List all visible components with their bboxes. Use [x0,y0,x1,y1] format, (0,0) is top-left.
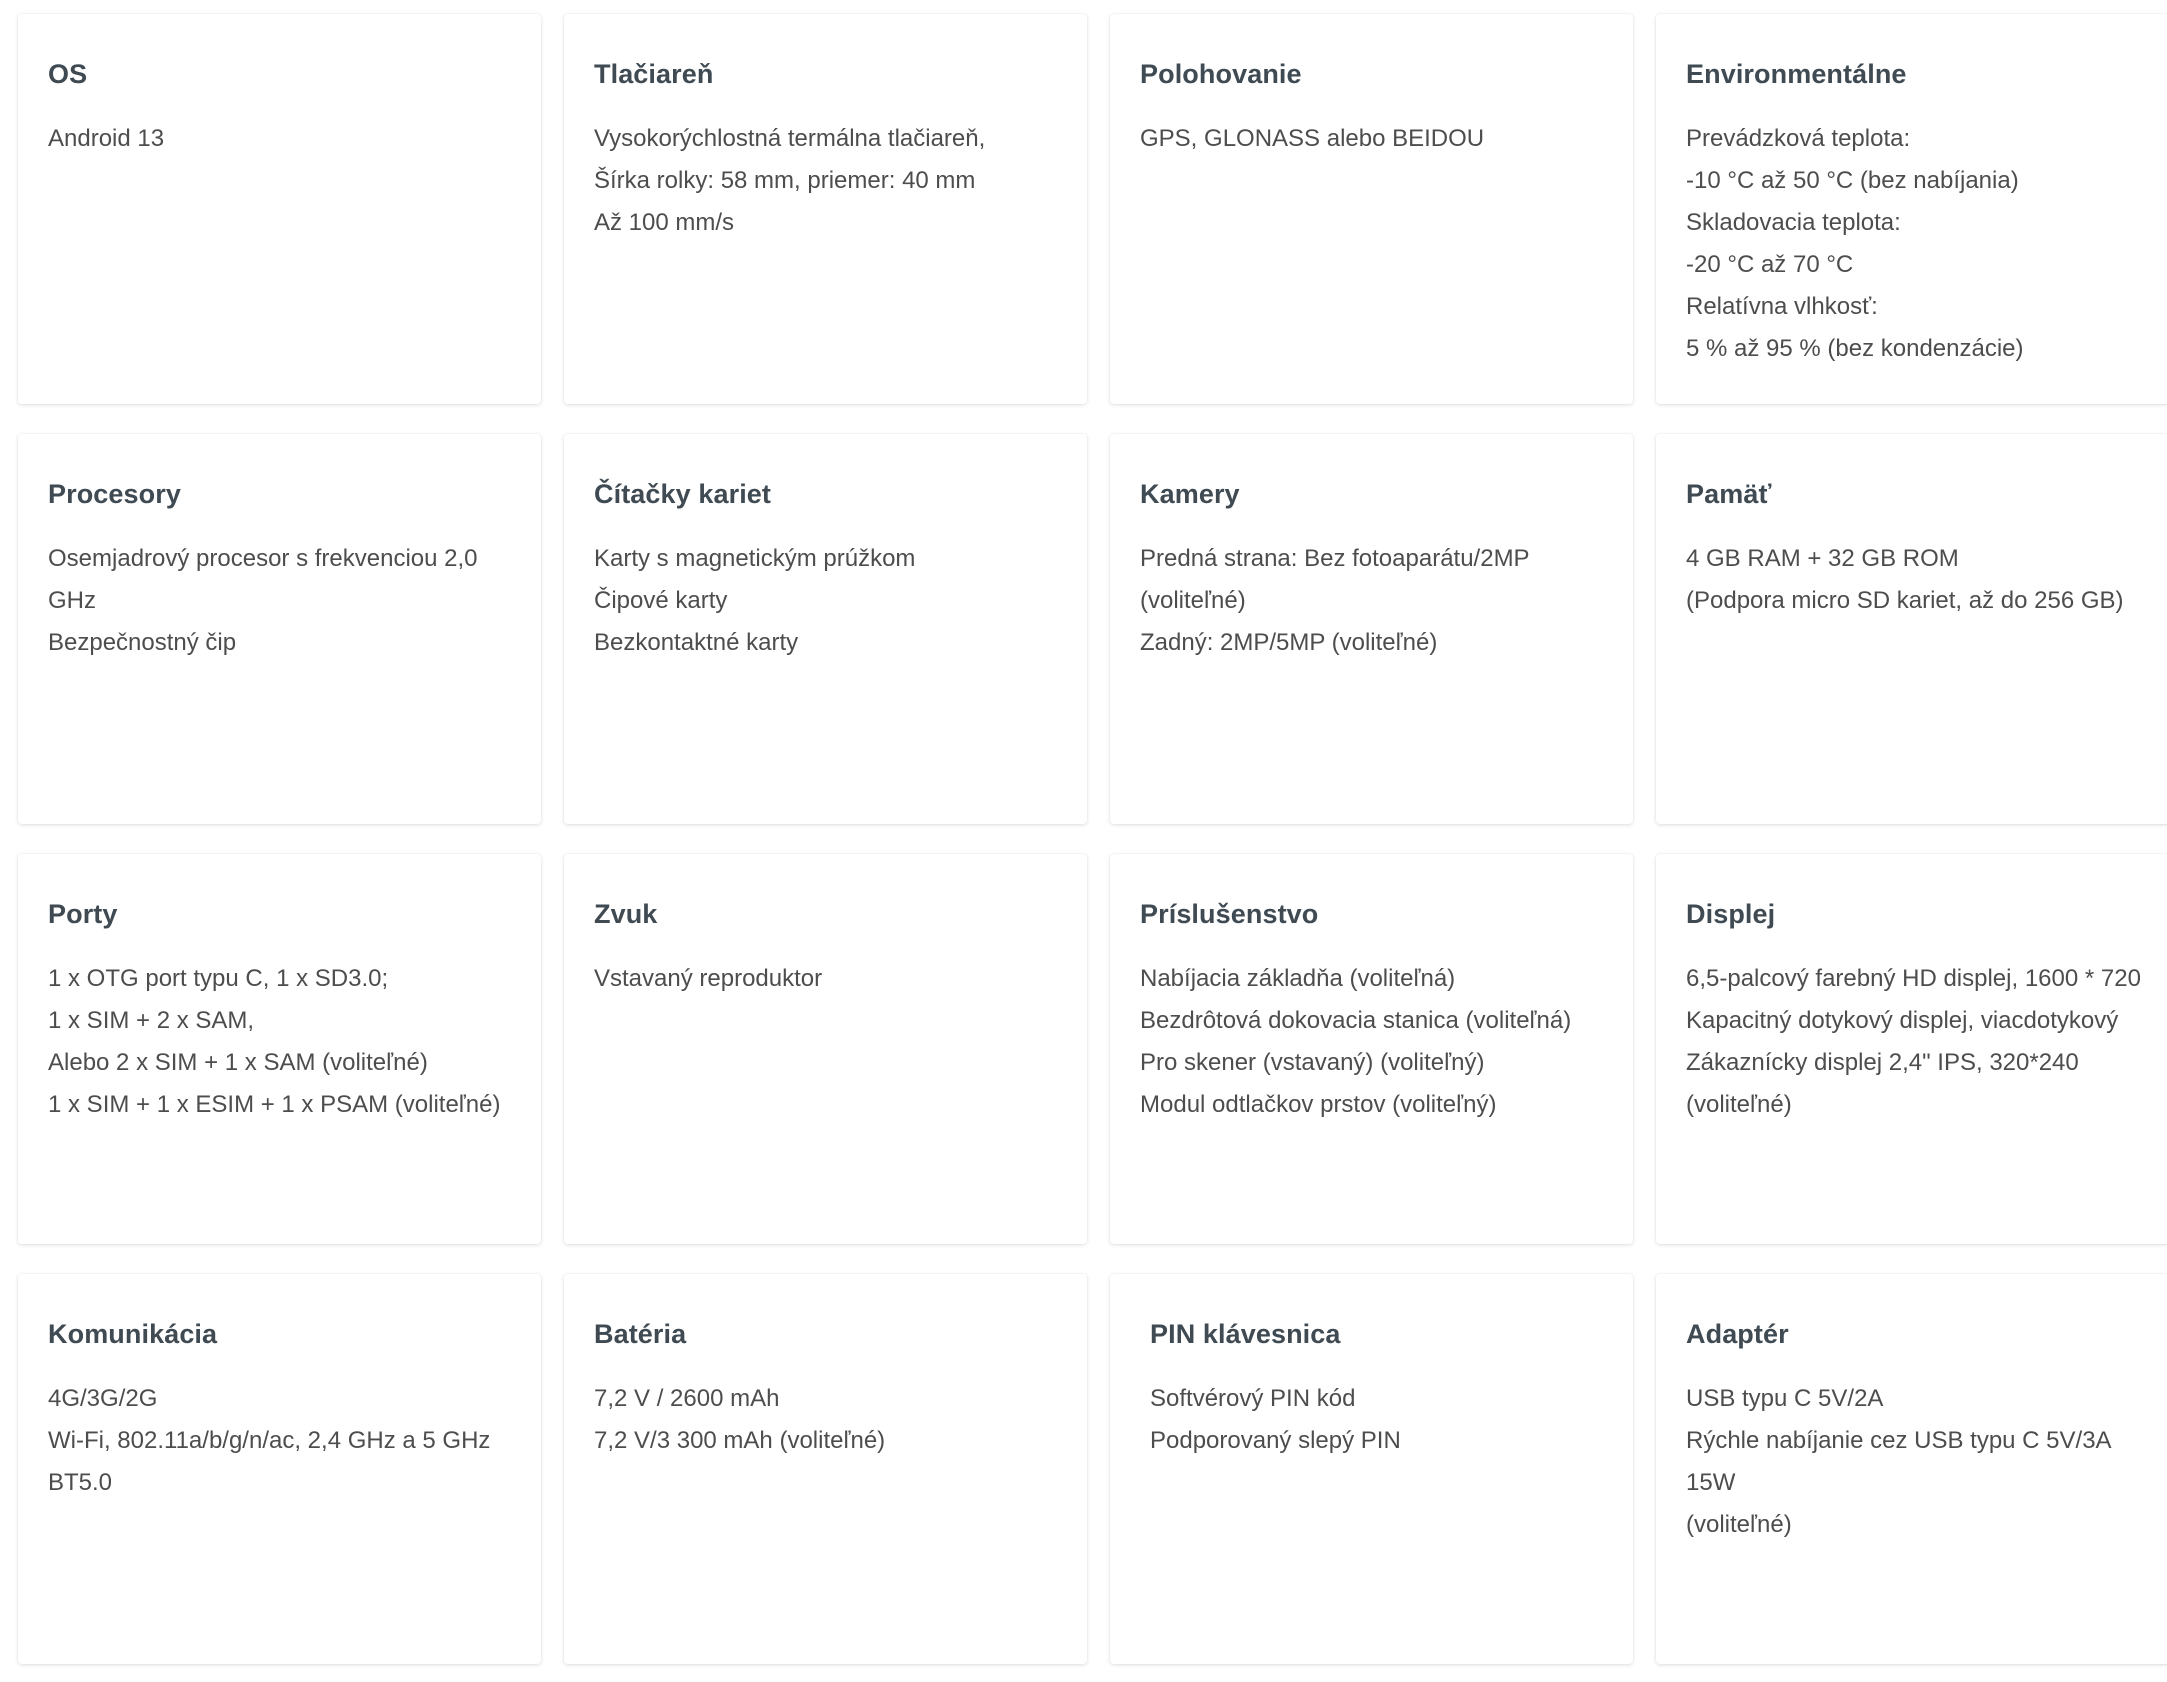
spec-card-line: Wi-Fi, 802.11a/b/g/n/ac, 2,4 GHz a 5 GHz [48,1427,491,1455]
spec-card-os [18,14,541,404]
spec-card-line: Pro skener (vstavaný) (voliteľný) [1140,1049,1485,1077]
spec-card-line: -20 °C až 70 °C [1686,251,1854,279]
spec-card-line: (voliteľné) [1140,587,1246,615]
spec-card-line: 1 x SIM + 2 x SAM, [48,1007,255,1035]
spec-card-cameras [1110,434,1633,824]
spec-card-line: Prevádzková teplota: [1686,125,1911,153]
spec-card-environmental [1656,14,2167,404]
spec-card-printer [564,14,1087,404]
spec-card-line: Modul odtlačkov prstov (voliteľný) [1140,1091,1497,1119]
spec-card-line: Android 13 [48,125,165,153]
spec-card-battery [564,1274,1087,1664]
spec-card-line: Zadný: 2MP/5MP (voliteľné) [1140,629,1438,657]
spec-card-line: Kapacitný dotykový displej, viacdotykový [1686,1007,2119,1035]
spec-card-line: Osemjadrový procesor s frekvenciou 2,0 [48,545,478,573]
spec-card-card-readers [564,434,1087,824]
spec-card-line: (voliteľné) [1686,1091,1792,1119]
spec-card-title: Čítačky kariet [594,479,772,509]
spec-card-body [594,118,1057,244]
spec-card-line: USB typu C 5V/2A [1686,1385,1884,1413]
spec-card-line: BT5.0 [48,1469,113,1497]
spec-card-body [48,118,511,160]
spec-card-line: (voliteľné) [1686,1511,1792,1539]
spec-card-body [1686,1378,2149,1546]
spec-card-line: Až 100 mm/s [594,209,735,237]
spec-card-line: Rýchle nabíjanie cez USB typu C 5V/3A 15W [1686,1427,2117,1497]
spec-card-line: 4G/3G/2G [48,1385,158,1413]
spec-card-processors [18,434,541,824]
spec-card-body [594,1378,1057,1462]
spec-card-pin-keypad [1110,1274,1633,1664]
spec-card-body [48,1378,511,1504]
spec-card-line: Bezpečnostný čip [48,629,237,657]
spec-card-title: Kamery [1140,479,1240,509]
spec-card-line: Softvérový PIN kód [1150,1385,1356,1413]
spec-card-line: Predná strana: Bez fotoaparátu/2MP [1140,545,1530,573]
spec-card-line: 1 x SIM + 1 x ESIM + 1 x PSAM (voliteľné) [48,1091,501,1119]
spec-card-line: 6,5-palcový farebný HD displej, 1600 * 720 [1686,965,2141,993]
spec-card-positioning [1110,14,1633,404]
spec-card-line: Skladovacia teplota: [1686,209,1901,237]
spec-card-line: GPS, GLONASS alebo BEIDOU [1140,125,1485,153]
spec-card-title: Porty [48,899,118,929]
spec-card-line: (Podpora micro SD kariet, až do 256 GB) [1686,587,2124,615]
spec-card-title: Environmentálne [1686,59,1907,89]
spec-card-body [1686,118,2149,370]
spec-card-line: 1 x OTG port typu C, 1 x SD3.0; [48,965,389,993]
spec-card-body [594,958,1057,1000]
spec-card-accessories [1110,854,1633,1244]
spec-card-body [1686,958,2149,1126]
spec-card-line: Alebo 2 x SIM + 1 x SAM (voliteľné) [48,1049,428,1077]
spec-card-line: -10 °C až 50 °C (bez nabíjania) [1686,167,2019,195]
spec-card-line: Karty s magnetickým prúžkom [594,545,916,573]
spec-card-body [1686,538,2149,622]
spec-card-display [1656,854,2167,1244]
spec-card-line: 7,2 V/3 300 mAh (voliteľné) [594,1427,886,1455]
spec-card-line: Bezdrôtová dokovacia stanica (voliteľná) [1140,1007,1572,1035]
spec-card-title: Procesory [48,479,181,509]
spec-card-line: Nabíjacia základňa (voliteľná) [1140,965,1456,993]
spec-card-title: OS [48,59,88,89]
spec-card-title: Príslušenstvo [1140,899,1319,929]
spec-card-body [1140,118,1603,160]
spec-card-title: Zvuk [594,899,658,929]
spec-card-line: 7,2 V / 2600 mAh [594,1385,780,1413]
spec-card-title: PIN klávesnica [1150,1319,1341,1349]
spec-card-ports [18,854,541,1244]
spec-card-line: Relatívna vlhkosť: [1686,293,1878,321]
spec-card-line: Bezkontaktné karty [594,629,799,657]
spec-card-communication [18,1274,541,1664]
spec-card-line: Šírka rolky: 58 mm, priemer: 40 mm [594,167,976,195]
spec-card-line: Čipové karty [594,587,728,615]
spec-card-title: Polohovanie [1140,59,1302,89]
spec-card-memory [1656,434,2167,824]
spec-card-title: Adaptér [1686,1319,1789,1349]
spec-card-line: 5 % až 95 % (bez kondenzácie) [1686,335,2024,363]
spec-card-line: 4 GB RAM + 32 GB ROM [1686,545,1959,573]
spec-card-title: Komunikácia [48,1319,218,1349]
spec-card-adapter [1656,1274,2167,1664]
spec-card-line: Zákaznícky displej 2,4" IPS, 320*240 [1686,1049,2079,1077]
spec-card-body [48,538,511,664]
spec-card-title: Tlačiareň [594,59,714,89]
spec-card-title: Displej [1686,899,1776,929]
spec-card-body [1140,1378,1603,1462]
spec-card-title: Batéria [594,1319,687,1349]
spec-card-body [1140,538,1603,664]
spec-card-line: Vysokorýchlostná termálna tlačiareň, [594,125,986,153]
spec-card-body [1140,958,1603,1126]
spec-card-line: Podporovaný slepý PIN [1150,1427,1401,1455]
spec-card-body [594,538,1057,664]
spec-card-sound [564,854,1087,1244]
spec-card-line: GHz [48,587,96,615]
spec-card-title: Pamäť [1686,479,1772,509]
spec-card-body [48,958,511,1126]
spec-card-line: Vstavaný reproduktor [594,965,823,993]
